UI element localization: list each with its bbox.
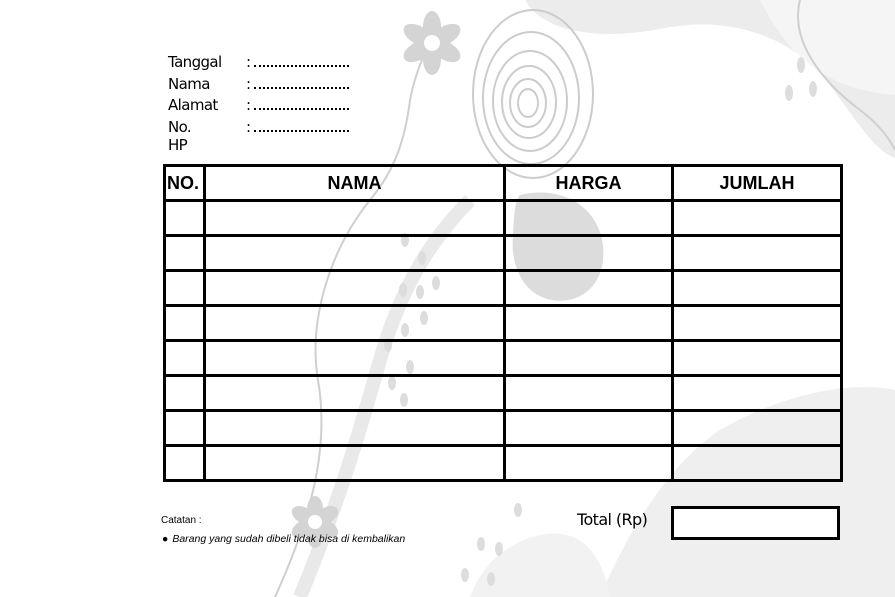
- header-nama: NAMA: [205, 166, 505, 201]
- jumlah-cell[interactable]: [673, 446, 842, 481]
- nama-cell[interactable]: [205, 411, 505, 446]
- table-body: [165, 201, 842, 481]
- name-label: Nama: [168, 74, 210, 93]
- jumlah-cell[interactable]: [673, 411, 842, 446]
- harga-cell[interactable]: [505, 446, 673, 481]
- jumlah-cell[interactable]: [673, 306, 842, 341]
- total-amount-box[interactable]: [671, 506, 840, 540]
- phone-separator: :: [246, 117, 251, 136]
- jumlah-cell[interactable]: [673, 201, 842, 236]
- date-label: Tanggal: [168, 53, 222, 71]
- jumlah-cell[interactable]: [673, 236, 842, 271]
- date-blank-line[interactable]: [254, 59, 349, 67]
- no-cell[interactable]: [165, 236, 205, 271]
- nama-cell[interactable]: [205, 446, 505, 481]
- no-cell[interactable]: [165, 446, 205, 481]
- table-row: [165, 306, 842, 341]
- table-header-row: [165, 166, 842, 201]
- no-cell[interactable]: [165, 201, 205, 236]
- nama-cell[interactable]: [205, 201, 505, 236]
- name-blank-line[interactable]: [254, 81, 349, 89]
- items-table: [163, 164, 843, 482]
- harga-cell[interactable]: [505, 341, 673, 376]
- address-blank-line[interactable]: [254, 102, 349, 110]
- table-row: [165, 341, 842, 376]
- harga-cell[interactable]: [505, 271, 673, 306]
- header-harga: HARGA: [505, 166, 673, 201]
- nama-cell[interactable]: [205, 306, 505, 341]
- harga-cell[interactable]: [505, 306, 673, 341]
- bullet-icon: ●: [162, 533, 169, 545]
- no-cell[interactable]: [165, 376, 205, 411]
- table-row: [165, 446, 842, 481]
- harga-cell[interactable]: [505, 411, 673, 446]
- table-row: [165, 411, 842, 446]
- table-row: [165, 271, 842, 306]
- date-separator: :: [246, 53, 251, 71]
- header-jumlah: JUMLAH: [673, 166, 842, 201]
- no-cell[interactable]: [165, 341, 205, 376]
- nama-cell[interactable]: [205, 271, 505, 306]
- phone-blank-line[interactable]: [254, 124, 349, 132]
- jumlah-cell[interactable]: [673, 271, 842, 306]
- notes-title: Catatan :: [161, 515, 202, 526]
- no-cell[interactable]: [165, 271, 205, 306]
- nama-cell[interactable]: [205, 236, 505, 271]
- harga-cell[interactable]: [505, 376, 673, 411]
- jumlah-cell[interactable]: [673, 341, 842, 376]
- harga-cell[interactable]: [505, 201, 673, 236]
- total-label: Total (Rp): [577, 510, 648, 529]
- address-separator: :: [246, 96, 251, 114]
- address-label: Alamat: [168, 96, 218, 114]
- note-item: [162, 533, 405, 545]
- phone-label: No. HP: [168, 117, 192, 154]
- name-separator: :: [246, 74, 251, 93]
- no-cell[interactable]: [165, 306, 205, 341]
- nama-cell[interactable]: [205, 341, 505, 376]
- note-text: Barang yang sudah dibeli tidak bisa di kembalikan: [172, 533, 406, 545]
- no-cell[interactable]: [165, 411, 205, 446]
- nama-cell[interactable]: [205, 376, 505, 411]
- table-row: [165, 201, 842, 236]
- jumlah-cell[interactable]: [673, 376, 842, 411]
- table-row: [165, 236, 842, 271]
- table-row: [165, 376, 842, 411]
- harga-cell[interactable]: [505, 236, 673, 271]
- header-no: NO.: [165, 166, 205, 201]
